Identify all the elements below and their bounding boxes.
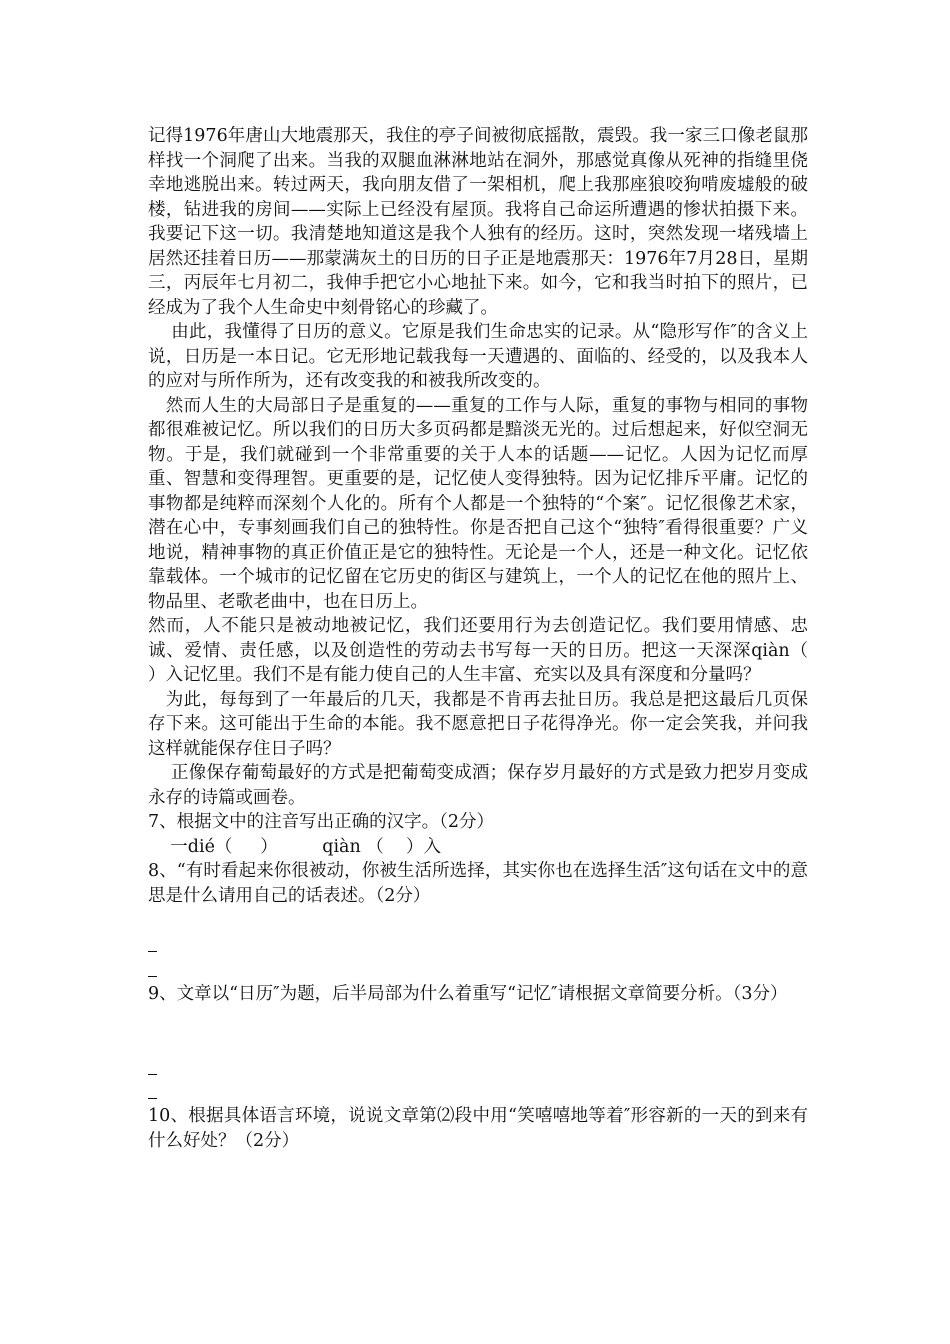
answer-blank[interactable] xyxy=(148,957,157,982)
article-paragraph-4: 然而，人不能只是被动地被记忆，我们还要用行为去创造记忆。我们要用情感、忠诚、爱情、责任感，以及创造性的劳动去书写每一天的日历。把这一天深深qiàn（ ）入记忆里。我们不是有能力使自己的人生丰富、充实以及具有深度和分量吗？ xyxy=(148,616,831,685)
answer-blank[interactable] xyxy=(148,1055,157,1080)
article-paragraph-1: 记得1976年唐山大地震那天，我住的亭子间被彻底摇散，震毁。我一家三口像老鼠那样找一个洞爬了出来。当我的双腿血淋淋地站在洞外，那感觉真像从死神的指缝里侥幸地逃脱出来。转过两天，我向朋友借了一架相机，爬上我那座狼咬狗啃废墟般的破楼，钻进我的房间——实际上已经没有屋顶。我将自己命运所遭遇的惨状拍摄下来。我要记下这一切。我清楚地知道这是我个人独有的经历。这时，突然发现一堵残墙上居然还挂着日历——那蒙满灰土的日历的日子正是地震那天：1976年7月28日，星期三，丙辰年七月初二，我伸手把它小心地扯下来。如今，它和我当时拍下的照片，已经成为了我个人生命史中刻骨铭心的珍藏了。 xyxy=(148,126,808,318)
article-paragraph-2: 由此，我懂得了日历的意义。它原是我们生命忠实的记录。从“隐形写作″的含义上说，日历是一本日记。它无形地记载我每一天遭遇的、面临的、经受的，以及我本人的应对与所作所为，还有改变我的和被我所改变的。 xyxy=(148,322,808,391)
question-9: 9、文章以“日历″为题，后半局部为什么着重写“记忆″请根据文章简要分析。（3分） xyxy=(148,983,788,1004)
question-7-blanks: 一dié（ ） qiàn （ ）入 xyxy=(148,836,442,857)
article-paragraph-6: 正像保存葡萄最好的方式是把葡萄变成酒；保存岁月最好的方式是致力把岁月变成永存的诗篇或画卷。 xyxy=(148,763,808,808)
document-page xyxy=(148,124,831,1153)
article-paragraph-3: 然而人生的大局部日子是重复的——重复的工作与人际，重复的事物与相同的事物都很难被记忆。所以我们的日历大多页码都是黯淡无光的。过后想起来，好似空洞无物。于是，我们就碰到一个非常重要的关于人本的话题——记忆。人因为记忆而厚重、智慧和变得理智。更重要的是，记忆使人变得独特。因为记忆排斥平庸。记忆的事物都是纯粹而深刻个人化的。所有个人都是一个独特的“个案″。记忆很像艺术家，潜在心中，专事刻画我们自己的独特性。你是否把自己这个“独特″看得很重要？广义地说，精神事物的真正价值正是它的独特性。无论是一个人，还是一种文化。记忆依靠载体。一个城市的记忆留在它历史的街区与建筑上，一个人的记忆在他的照片上、物品里、老歌老曲中，也在日历上。 xyxy=(148,395,808,612)
answer-blank[interactable] xyxy=(148,933,157,958)
question-8: 8、“有时看起来你很被动，你被生活所选择，其实你也在选择生活″这句话在文中的意思是什么请用自己的话表述。（2分） xyxy=(148,861,808,906)
question-7: 7、根据文中的注音写出正确的汉字。（2分） xyxy=(148,812,495,832)
spacer xyxy=(148,908,808,933)
question-10: 10、根据具体语言环境，说说文章第⑵段中用“笑嘻嘻地等着″形容新的一天的到来有什么好处？（2分） xyxy=(148,1106,808,1151)
spacer xyxy=(148,1006,808,1055)
answer-blank[interactable] xyxy=(148,1080,157,1105)
article-paragraph-5: 为此，每每到了一年最后的几天，我都是不肯再去扯日历。我总是把这最后几页保存下来。这可能出于生命的本能。我不愿意把日子花得净光。你一定会笑我，并问我这样就能保存住日子吗？ xyxy=(148,689,808,759)
